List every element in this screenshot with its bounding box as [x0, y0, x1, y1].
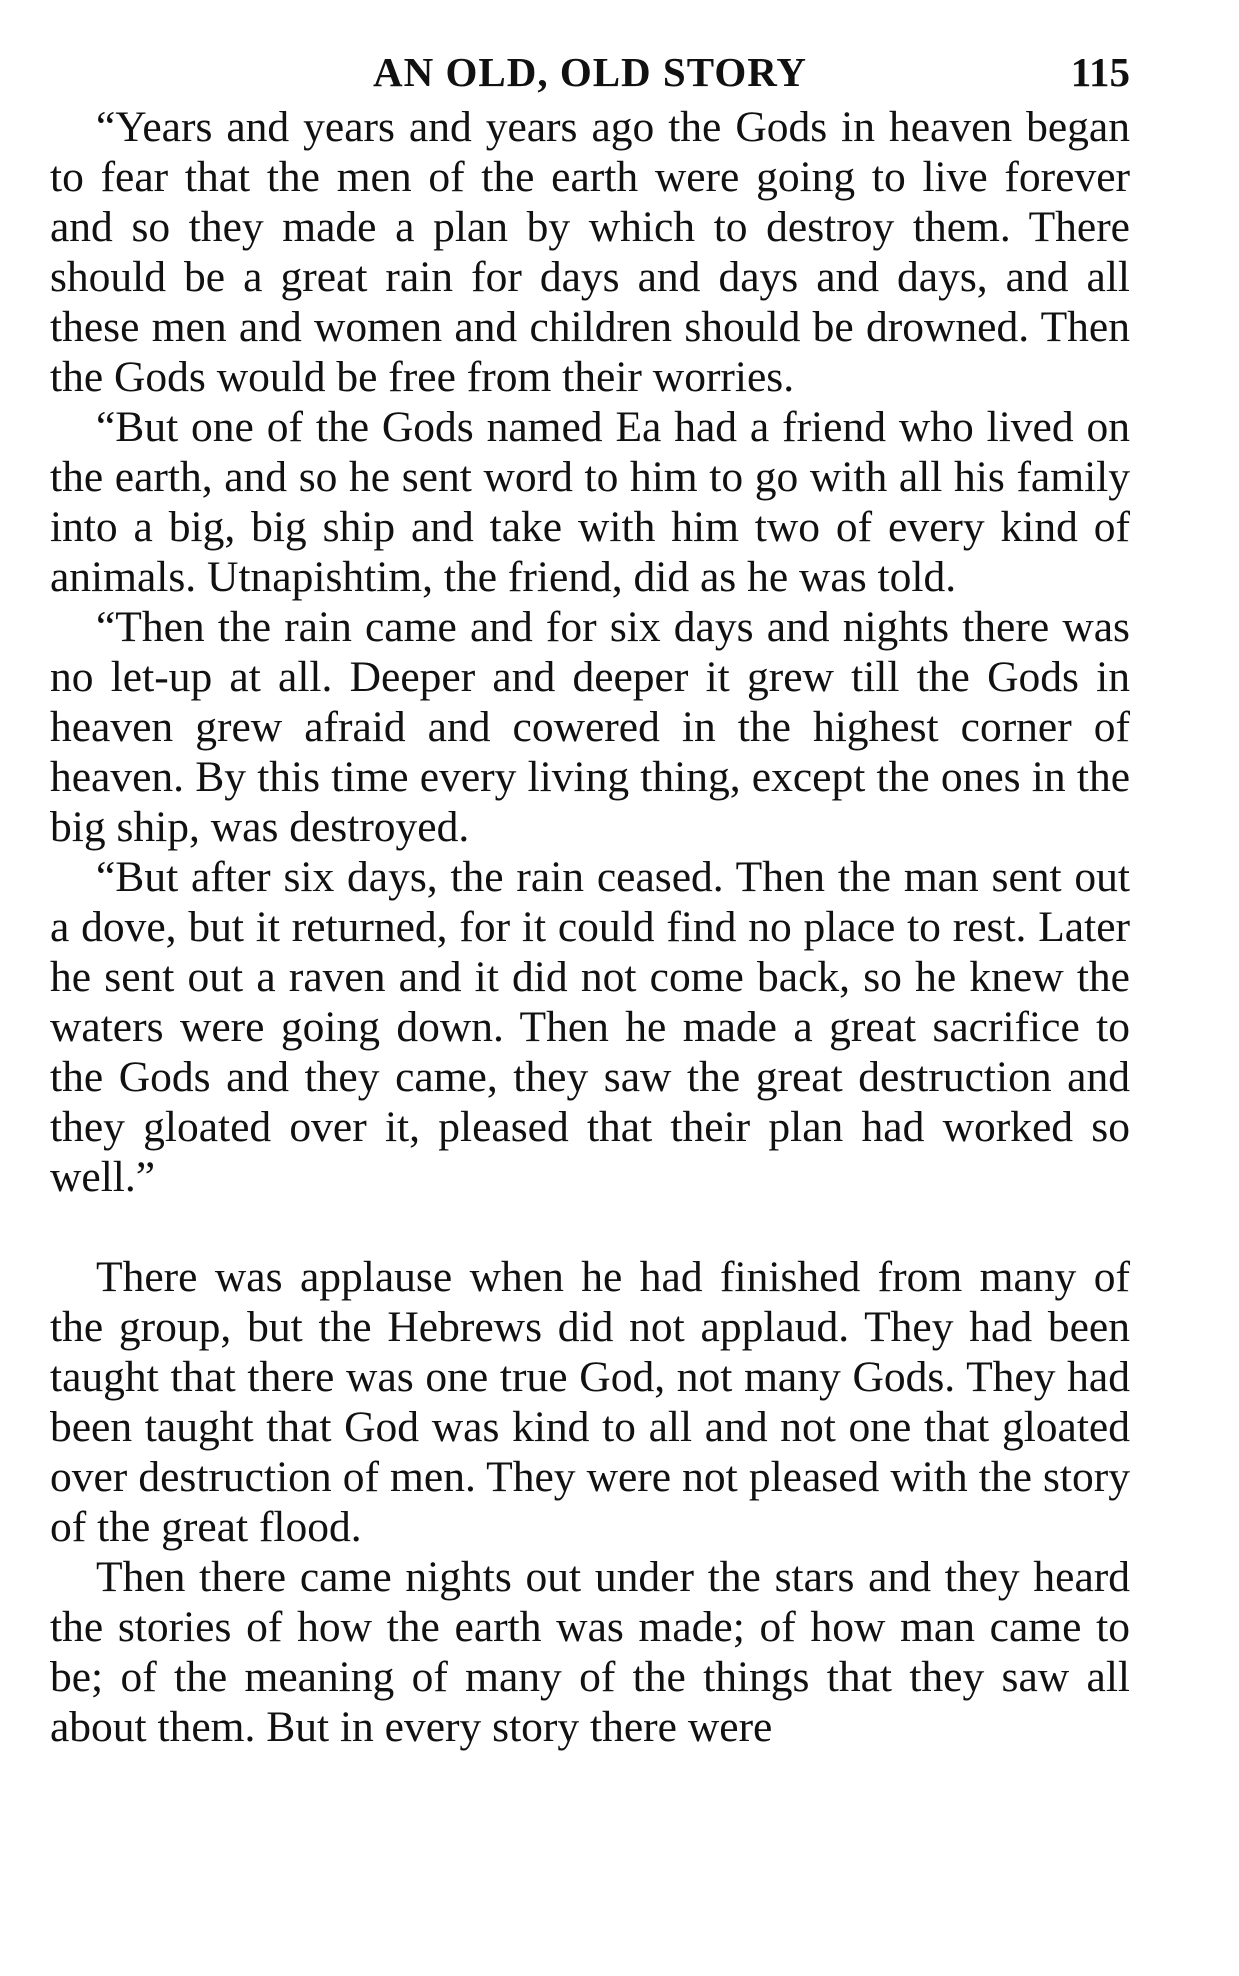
running-header [50, 40, 1130, 102]
paragraph-the-rain: “Then the rain came and for six days and nights there was no let-up at all. Deeper and deeper it grew till the Gods in heaven grew afraid and cowered in the highest corner of heaven. By this time every living thing, except the ones in the big ship, was destroyed. [50, 603, 1130, 851]
running-title: AN OLD, OLD STORY [373, 49, 807, 95]
paragraph-hebrews-reaction: There was applause when he had finished from many of the group, but the Hebrews did not applaud. They had been taught that there was one true God, not many Gods. They had been taught that God was kind to all and not one that gloated over destruction of men. They were not pleased with the story of the great flood. [50, 1253, 1130, 1551]
paragraph-ea-warning: “But one of the Gods named Ea had a friend who lived on the earth, and so he sent word to him to go with all his family into a big, big ship and take with him two of every kind of animals. Utnapishtim, the friend, did as he was told. [50, 403, 1130, 601]
paragraph-gods-plan: “Years and years and years ago the Gods in heaven began to fear that the men of the earth were going to live forever and so they made a plan by which to destroy them. There should be a great rain for days and days and days, and all these men and women and children should be drowned. Then the Gods would be free from their worries. [50, 103, 1130, 401]
page-number: 115 [1070, 49, 1130, 95]
paragraph-nights-under-stars: Then there came nights out under the stars and they heard the stories of how the earth was made; of how man came to be; of the meaning of many of the things that they saw all about them. But in every story there were [50, 1553, 1130, 1751]
book-page [50, 40, 1130, 1752]
paragraph-dove-and-raven: “But after six days, the rain ceased. Then the man sent out a dove, but it returned, for it could find no place to rest. Later he sent out a raven and it did not come back, so he knew the waters were going down. Then he made a great sacrifice to the Gods and they came, they saw the great destruction and they gloated over it, pleased that their plan had worked so well.” [50, 853, 1130, 1201]
section-break [50, 1202, 1130, 1252]
